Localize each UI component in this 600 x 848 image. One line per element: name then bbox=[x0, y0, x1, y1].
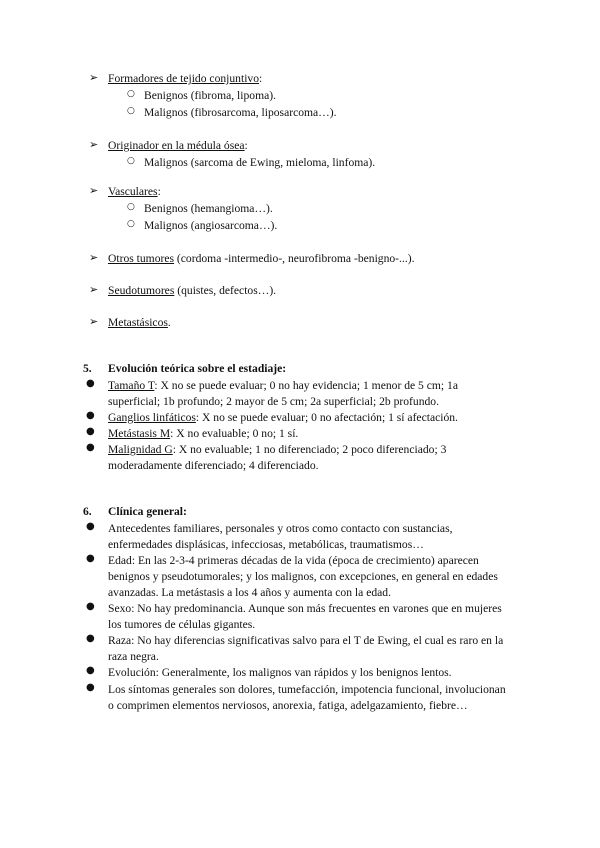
list-item-continuation: raza negra. bbox=[108, 650, 159, 663]
circle-bullet-icon: ○ bbox=[127, 89, 135, 99]
list-item: Metástasis M: X no evaluable; 0 no; 1 sí. bbox=[108, 427, 299, 440]
bullet-icon: ● bbox=[86, 665, 95, 676]
section-title: Clínica general: bbox=[108, 505, 187, 518]
bullet-icon: ● bbox=[86, 601, 95, 612]
circle-bullet-icon: ○ bbox=[127, 106, 135, 116]
list-heading: Otros tumores (cordoma -intermedio-, neurofibroma -benigno-...). bbox=[108, 252, 415, 265]
bullet-icon: ● bbox=[86, 682, 95, 693]
list-item: Malignidad G: X no evaluable; 1 no diferenciado; 2 poco diferenciado; 3 bbox=[108, 443, 447, 456]
circle-bullet-icon: ○ bbox=[127, 156, 135, 166]
list-item: Antecedentes familiares, personales y otros como contacto con sustancias, bbox=[108, 522, 453, 535]
list-item-continuation: benignos y pseudotumorales; y los malignos, con excepciones, en general en edades bbox=[108, 570, 498, 583]
section-number: 6. bbox=[83, 505, 92, 518]
section-title: Evolución teórica sobre el estadiaje: bbox=[108, 362, 287, 375]
arrow-bullet-icon: ➢ bbox=[89, 283, 99, 296]
bullet-icon: ● bbox=[86, 633, 95, 644]
list-item: Evolución: Generalmente, los malignos van rápidos y los benignos lentos. bbox=[108, 666, 452, 679]
circle-bullet-icon: ○ bbox=[127, 202, 135, 212]
list-item-continuation: o comprimen elementos nerviosos, anorexia, fatiga, adelgazamiento, fiebre… bbox=[108, 699, 468, 712]
list-subitem: Benignos (fibroma, lipoma). bbox=[144, 89, 277, 102]
arrow-bullet-icon: ➢ bbox=[89, 138, 99, 151]
list-item: Ganglios linfáticos: X no se puede evaluar; 0 no afectación; 1 sí afectación. bbox=[108, 411, 458, 424]
list-heading: Originador en la médula ósea: bbox=[108, 139, 248, 152]
arrow-bullet-icon: ➢ bbox=[89, 251, 99, 264]
list-item: Tamaño T: X no se puede evaluar; 0 no hay evidencia; 1 menor de 5 cm; 1a bbox=[108, 379, 458, 392]
bullet-icon: ● bbox=[86, 553, 95, 564]
arrow-bullet-icon: ➢ bbox=[89, 315, 99, 328]
bullet-icon: ● bbox=[86, 442, 95, 453]
list-item-continuation: avanzadas. La metástasis a los 4 años y aumenta con la edad. bbox=[108, 586, 391, 599]
list-heading: Metastásicos. bbox=[108, 316, 171, 329]
list-item-continuation: moderadamente diferenciado; 4 diferenciado. bbox=[108, 459, 319, 472]
circle-bullet-icon: ○ bbox=[127, 219, 135, 229]
bullet-icon: ● bbox=[86, 426, 95, 437]
bullet-icon: ● bbox=[86, 521, 95, 532]
list-item: Sexo: No hay predominancia. Aunque son más frecuentes en varones que en mujeres bbox=[108, 602, 502, 615]
section-number: 5. bbox=[83, 362, 92, 375]
list-item-continuation: enfermedades displásicas, infecciosas, metabólicas, traumatismos… bbox=[108, 538, 424, 551]
list-heading: Vasculares: bbox=[108, 185, 161, 198]
bullet-icon: ● bbox=[86, 410, 95, 421]
list-item: Raza: No hay diferencias significativas salvo para el T de Ewing, el cual es raro en la bbox=[108, 634, 504, 647]
list-item: Edad: En las 2-3-4 primeras décadas de la vida (época de crecimiento) aparecen bbox=[108, 554, 479, 567]
list-subitem: Malignos (fibrosarcoma, liposarcoma…). bbox=[144, 106, 337, 119]
list-heading: Formadores de tejido conjuntivo: bbox=[108, 72, 263, 85]
bullet-icon: ● bbox=[86, 378, 95, 389]
arrow-bullet-icon: ➢ bbox=[89, 71, 99, 84]
list-item: Los síntomas generales son dolores, tumefacción, impotencia funcional, involucionan bbox=[108, 683, 506, 696]
list-subitem: Malignos (sarcoma de Ewing, mieloma, linfoma). bbox=[144, 156, 376, 169]
list-item-continuation: superficial; 1b profundo; 2 mayor de 5 cm; 2a superficial; 2b profundo. bbox=[108, 395, 439, 408]
list-subitem: Malignos (angiosarcoma…). bbox=[144, 219, 278, 232]
list-subitem: Benignos (hemangioma…). bbox=[144, 202, 273, 215]
list-item-continuation: los tumores de células gigantes. bbox=[108, 618, 256, 631]
list-heading: Seudotumores (quistes, defectos…). bbox=[108, 284, 277, 297]
arrow-bullet-icon: ➢ bbox=[89, 184, 99, 197]
